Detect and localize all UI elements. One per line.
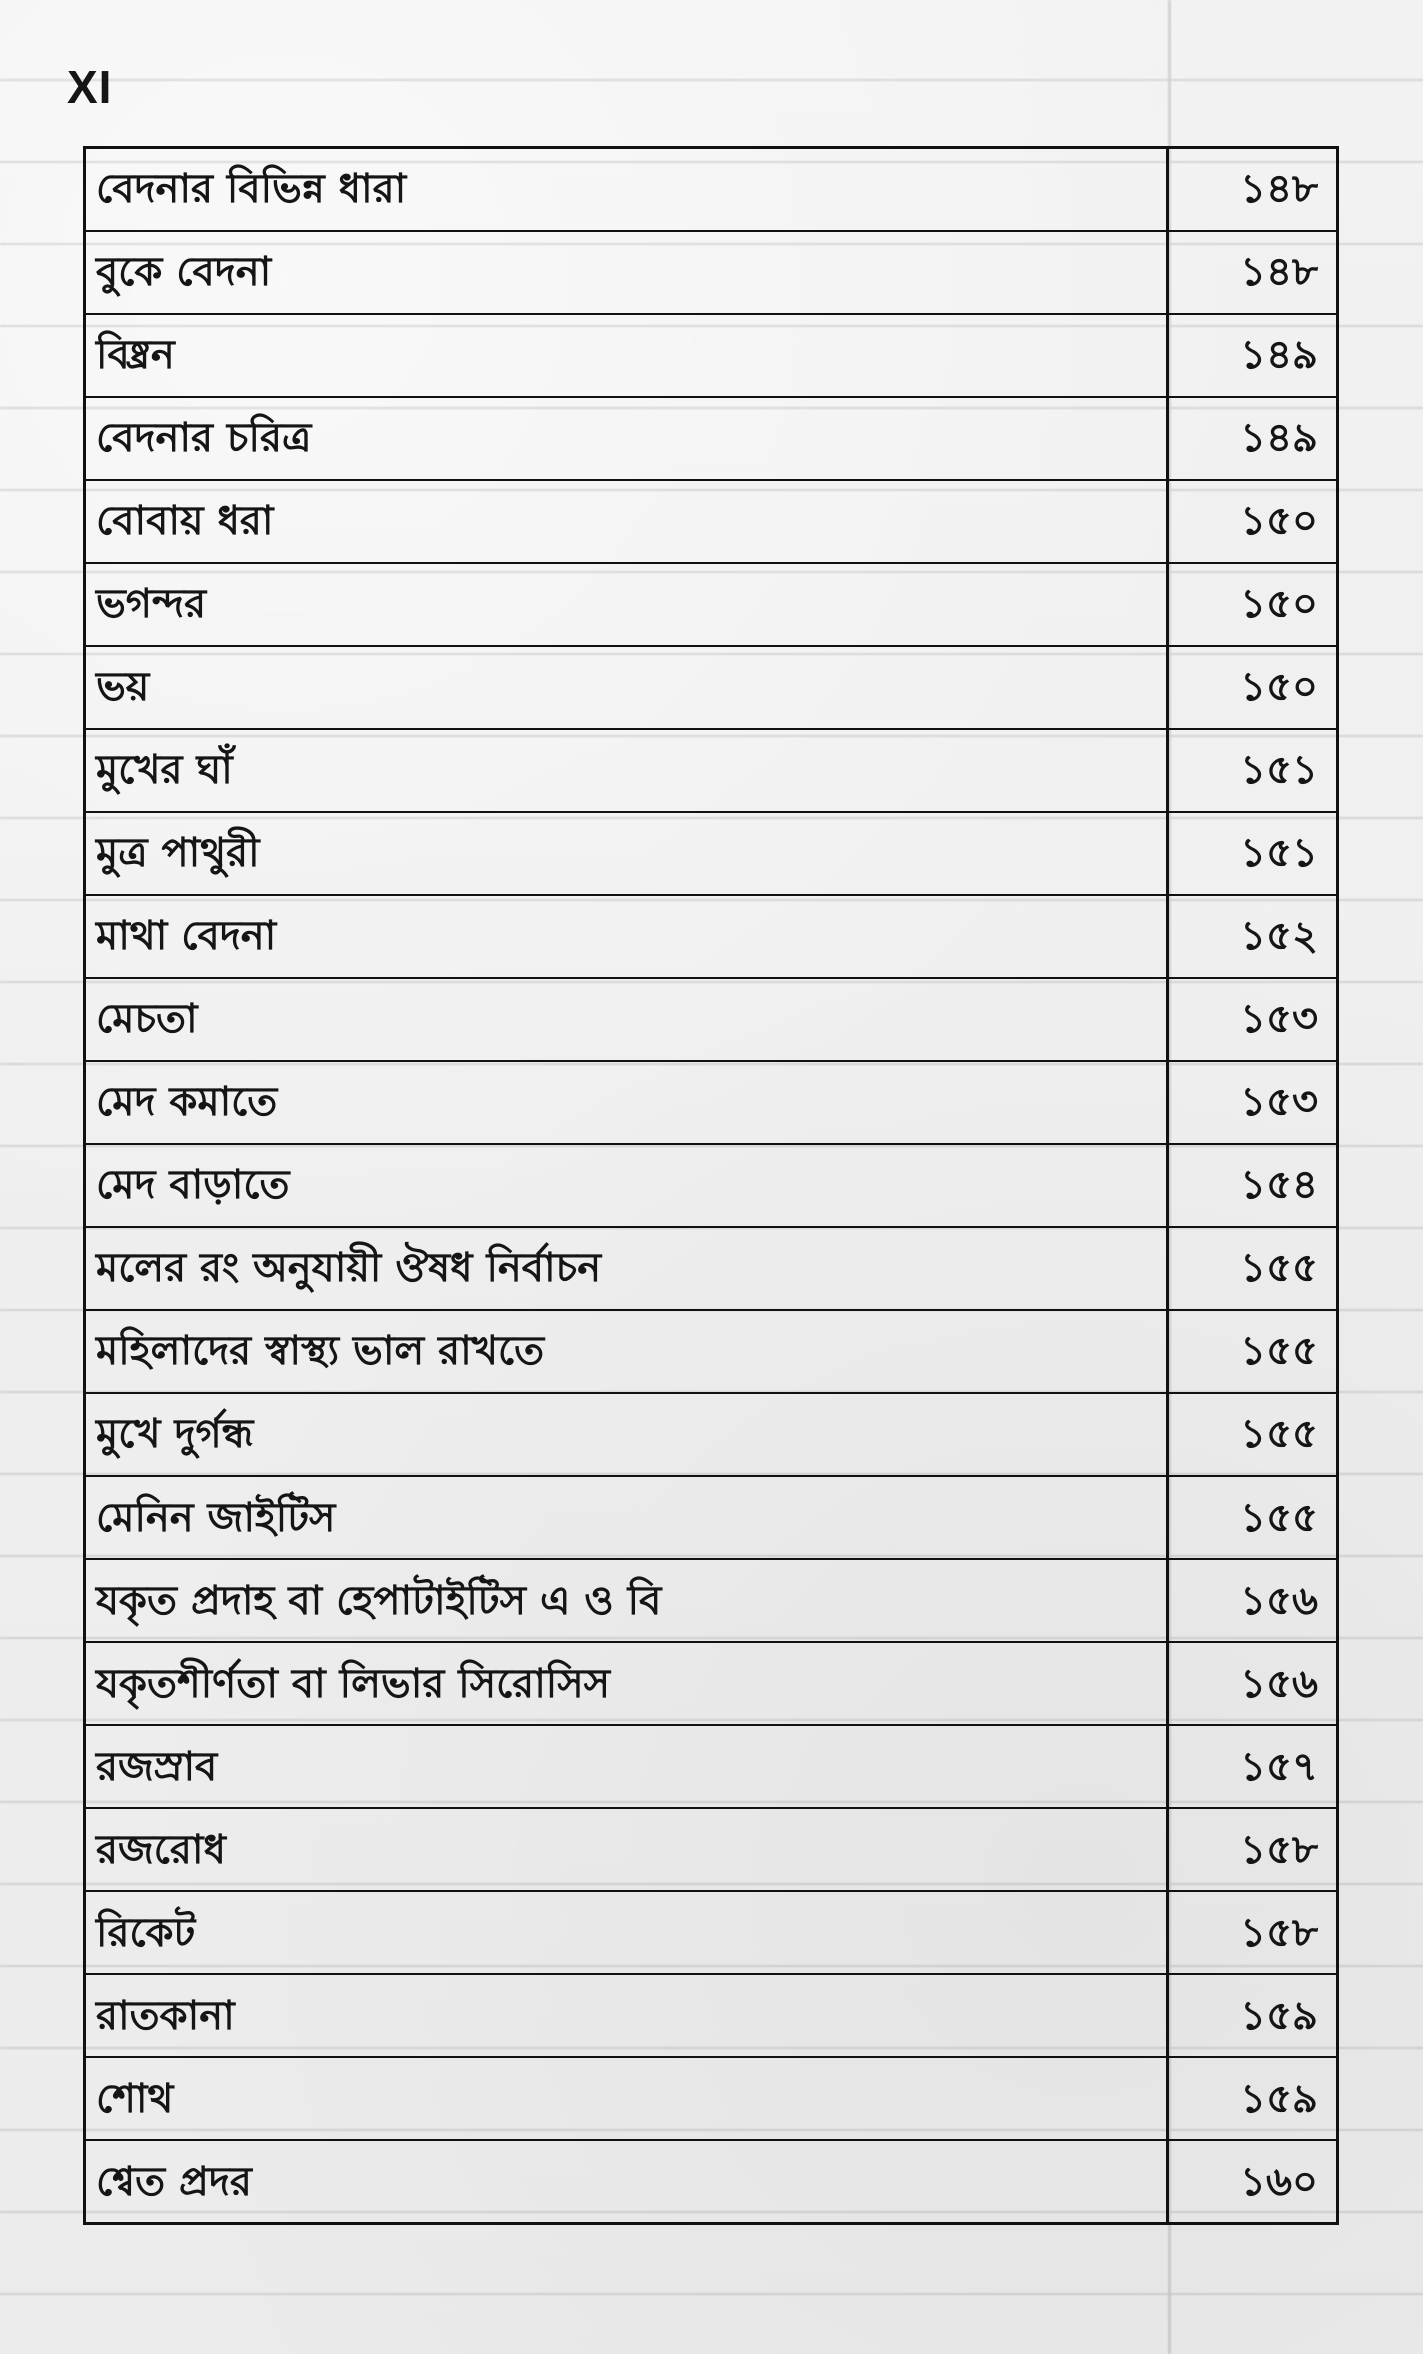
entry-page-number: ১৫৯ — [1168, 2057, 1338, 2140]
table-row — [85, 1974, 1338, 2057]
entry-page-number: ১৫২ — [1168, 895, 1338, 978]
table-row — [85, 2140, 1338, 2223]
table-row — [85, 148, 1338, 231]
entry-page-number: ১৫৮ — [1168, 1891, 1338, 1974]
entry-page-number: ১৫৪ — [1168, 1144, 1338, 1227]
entry-title: শোথ — [85, 2057, 1168, 2140]
table-row — [85, 1310, 1338, 1393]
table-row — [85, 895, 1338, 978]
entry-title: মেনিন জাইটিস — [85, 1476, 1168, 1559]
entry-page-number: ১৫৬ — [1168, 1559, 1338, 1642]
entry-title: যকৃত প্রদাহ বা হেপাটাইটিস এ ও বি — [85, 1559, 1168, 1642]
entry-title: রিকেট — [85, 1891, 1168, 1974]
entry-title: বেদনার বিভিন্ন ধারা — [85, 148, 1168, 231]
entry-title: রাতকানা — [85, 1974, 1168, 2057]
entry-page-number: ১৫৩ — [1168, 978, 1338, 1061]
entry-title: মুখের ঘাঁ — [85, 729, 1168, 812]
entry-title: শ্বেত প্রদর — [85, 2140, 1168, 2223]
entry-page-number: ১৫৫ — [1168, 1310, 1338, 1393]
table-row — [85, 563, 1338, 646]
entry-page-number: ১৫১ — [1168, 729, 1338, 812]
entry-page-number: ১৫৬ — [1168, 1642, 1338, 1725]
table-row — [85, 646, 1338, 729]
table-row — [85, 231, 1338, 314]
entry-page-number: ১৬০ — [1240, 2157, 1318, 2205]
table-row — [85, 729, 1338, 812]
table-row — [85, 480, 1338, 563]
entry-title: মুত্র পাথুরী — [85, 812, 1168, 895]
table-row — [85, 397, 1338, 480]
table-row — [85, 1061, 1338, 1144]
entry-page-number: ১৪৮ — [1168, 148, 1338, 231]
entry-page-number: ১৪৯ — [1168, 314, 1338, 397]
table-row — [85, 1725, 1338, 1808]
entry-title: বেদনার চরিত্র — [85, 397, 1168, 480]
entry-page-number: ১৫৮ — [1168, 1808, 1338, 1891]
table-row — [85, 812, 1338, 895]
table-row — [85, 1393, 1338, 1476]
entry-page-number: ১৫০ — [1168, 563, 1338, 646]
entry-title: বুকে বেদনা — [85, 231, 1168, 314]
entry-page-number: ১৫৩ — [1168, 1061, 1338, 1144]
entry-page-number: ১৫৫ — [1168, 1476, 1338, 1559]
entry-title: মুখে দুর্গন্ধ — [85, 1393, 1168, 1476]
table-row — [85, 1642, 1338, 1725]
table-row — [85, 1144, 1338, 1227]
entry-title: মলের রং অনুযায়ী ঔষধ নির্বাচন — [85, 1227, 1168, 1310]
entry-title: বোবায় ধরা — [85, 480, 1168, 563]
table-row — [85, 2057, 1338, 2140]
entry-title: মহিলাদের স্বাস্থ্য ভাল রাখতে — [85, 1310, 1168, 1393]
entry-page-number: ১৪৯ — [1168, 397, 1338, 480]
table-row — [85, 978, 1338, 1061]
page-number: XI — [67, 61, 113, 113]
entry-page-number: ১৫৯ — [1168, 1974, 1338, 2057]
entry-page-number: ১৫০ — [1168, 480, 1338, 563]
entry-title: রজরোধ — [85, 1808, 1168, 1891]
table-row — [85, 314, 1338, 397]
entry-page-number: ১৫০ — [1168, 646, 1338, 729]
contents-table — [83, 146, 1339, 2225]
table-row — [85, 1227, 1338, 1310]
entry-title: ভগন্দর — [85, 563, 1168, 646]
table-row — [85, 1808, 1338, 1891]
entry-title: মেদ বাড়াতে — [85, 1144, 1168, 1227]
entry-page-number: ১৫৫ — [1168, 1227, 1338, 1310]
table-row — [85, 1476, 1338, 1559]
entry-page-number: ১৫৭ — [1168, 1725, 1338, 1808]
entry-title: যকৃতশীর্ণতা বা লিভার সিরোসিস — [85, 1642, 1168, 1725]
entry-title: মেদ কমাতে — [85, 1061, 1168, 1144]
entry-title: ভয় — [85, 646, 1168, 729]
entry-page-number: ১৪৮ — [1168, 231, 1338, 314]
entry-title: মাথা বেদনা — [85, 895, 1168, 978]
table-row — [85, 1891, 1338, 1974]
entry-title: রজস্রাব — [85, 1725, 1168, 1808]
entry-title: বিষ্ব্রন — [85, 314, 1168, 397]
entry-page-number: ১৫১ — [1168, 812, 1338, 895]
entry-page-number: ১৫৫ — [1168, 1393, 1338, 1476]
entry-title: মেচতা — [85, 978, 1168, 1061]
table-row — [85, 1559, 1338, 1642]
